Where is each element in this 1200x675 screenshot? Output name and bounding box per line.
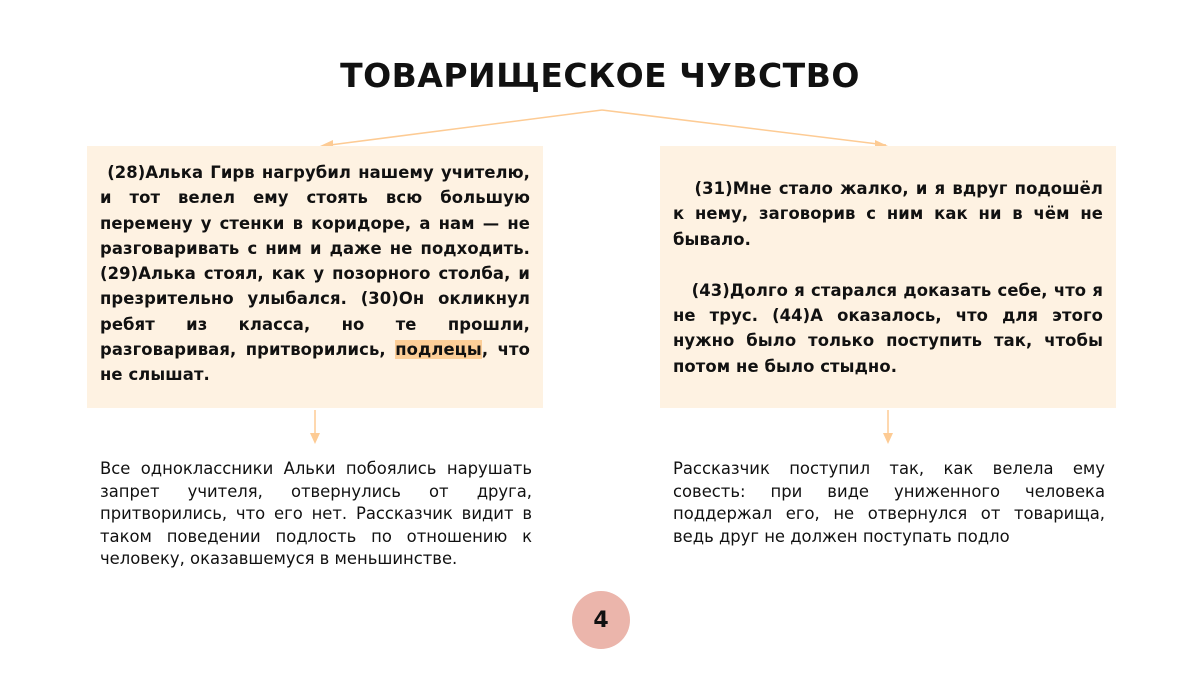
slide-title: ТОВАРИЩЕСКОЕ ЧУВСТВО (340, 56, 860, 95)
right-comment: Рассказчик поступил так, как велела ему совесть: при виде униженного человека поддержал его, не отвернулся от товарища, ведь друг не должен поступать подло (673, 459, 1105, 546)
quote-paragraph-43: (43)Долго я старался доказать себе, что я не трус. (44)А оказалось, что для этого нужно было только поступить так, чтобы потом не было стыдно. (673, 280, 1103, 376)
page-number: 4 (572, 591, 630, 649)
left-comment: Все одноклассники Альки побоялись нарушать запрет учителя, отвернулись от друга, притворились, что его нет. Рассказчик видит в таком поведении подлость по отношению к человеку, оказавшемуся в меньшинстве. (100, 459, 532, 569)
arrow-to-left-box (330, 110, 602, 145)
right-quote (673, 176, 1103, 379)
arrowhead-icon (883, 433, 893, 444)
right-quote-box (660, 146, 1116, 408)
left-quote: (28)Алька Гирв нагрубил нашему учителю, и тот велел ему стоять всю большую перемену у стенки в коридоре, а нам — не разговаривать с ним и даже не подходить. (29)Алька стоял, как у позорного столба, и презрительно улыбался. (30)Он окликнул ребят из класса, но те прошли, разговаривая, притворились, подлецы, что не слышат. (100, 163, 530, 385)
left-quote-box (87, 146, 543, 408)
highlighted-word: подлецы (395, 340, 482, 360)
quote-paragraph-31: (31)Мне стало жалко, и я вдруг подошёл к нему, заговорив с ним как ни в чём не бывало. (673, 179, 1103, 249)
arrowhead-icon (310, 433, 320, 444)
arrow-to-right-box (602, 110, 886, 145)
